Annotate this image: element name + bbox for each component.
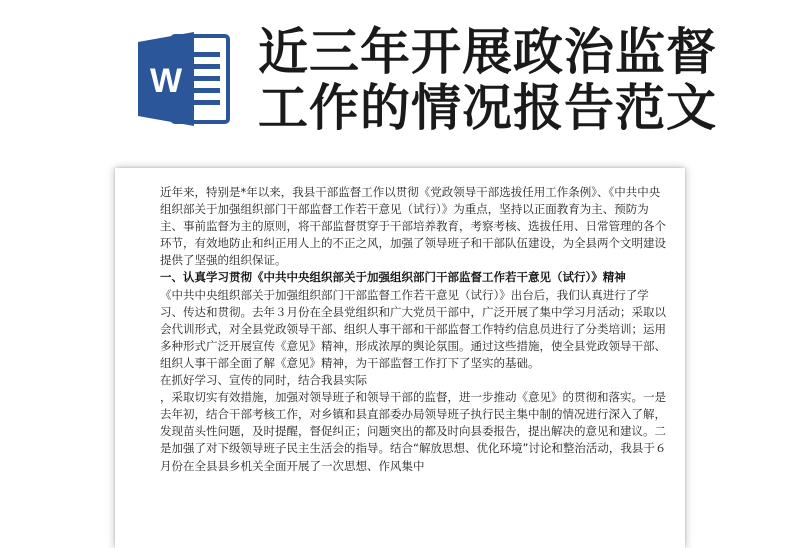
paragraph-study: 《中共中央组织部关于加强组织部门干部监督工作若干意见（试行）》出台后，我们认真进行了学习、传达和贯彻。去年３月份在全县党组织和广大党员干部中，广泛开展了集中学习月活动；采取以会代训形式，对全县党政领导干部、组织人事干部和干部监督工作特约信息员进行了分类培训；运用多种形式广泛开展宣传《意见》精神，形成浓厚的舆论氛围。通过这些措施，使全县党政领导干部、组织人事干部全面了解《意见》精神，为干部监督工作打下了坚实的基础。 (160, 287, 666, 370)
svg-text:W: W (149, 62, 183, 100)
paragraph-practice-lead: 在抓好学习、宣传的同时，结合我县实际 (160, 373, 367, 388)
document-body (160, 184, 670, 475)
header-banner (0, 0, 800, 160)
section-heading-1: 一、认真学习贯彻《中共中央组织部关于加强组织部门干部监督工作若干意见（试行）》精神 (160, 270, 626, 285)
page-title (258, 24, 788, 136)
paragraph-intro: 近年来，特别是*年以来，我县干部监督工作以贯彻《党政领导干部选拔任用工作条例》、《中共中央组织部关于加强组织部门干部监督工作若干意见（试行）》为重点，坚持以正面教育为主、预防为主、事前监督为主的原则，将干部监督贯穿于干部培养教育，考察考核、选拔任用、日常管理的各个环节，有效地防止和纠正用人上的不正之风，加强了领导班子和干部队伍建设，为全县两个文明建设提供了坚强的组织保证。 (160, 185, 666, 268)
word-icon (138, 30, 230, 128)
title-line-1: 近三年开展政治监督 (258, 23, 717, 81)
title-line-2: 工作的情况报告范文 (258, 79, 717, 137)
paragraph-measures: ，采取切实有效措施，加强对领导班子和领导干部的监督，进一步推动《意见》的贯彻和落实。一是去年初，结合干部考核工作，对乡镇和县直部委办局领导班子执行民主集中制的情况进行深入了解，发现苗头性问题，及时提醒，督促纠正；问题突出的都及时向县委报告，提出解决的意见和建议。二是加强了对下级领导班子民主生活会的指导。结合“解放思想、优化环境”讨论和整治活动，我县于６月份在全县县乡机关全面开展了一次思想、作风集中 (160, 390, 667, 473)
